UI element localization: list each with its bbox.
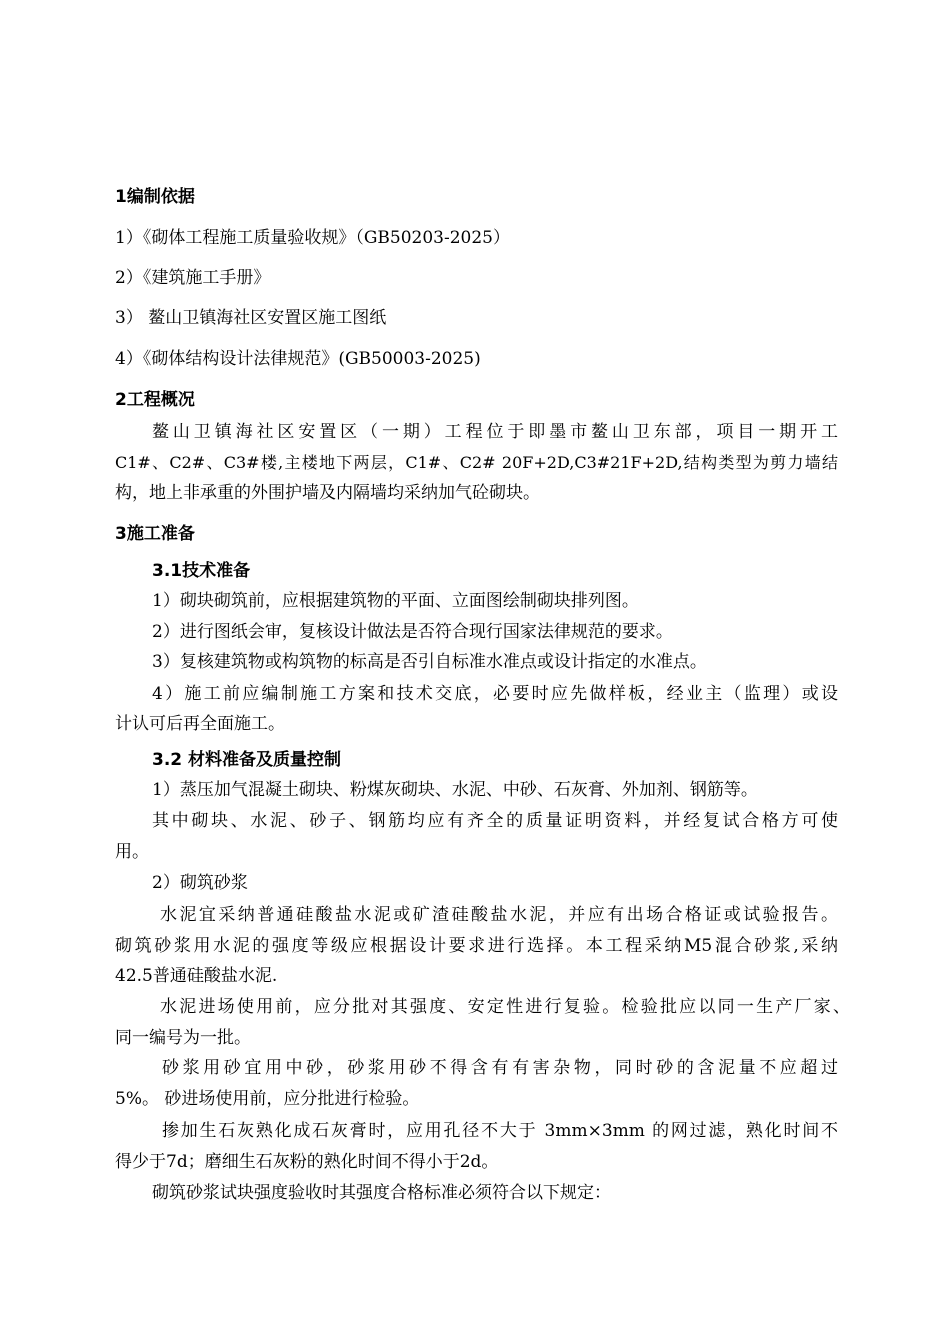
material-line-12: 掺加生石灰熟化成石灰膏时，应用孔径不大于 3mm×3mm 的网过滤，熟化时间不 — [162, 1121, 838, 1141]
tech-prep-line-4: 4）施工前应编制施工方案和技术交底，必要时应先做样板，经业主（监理）或设 — [152, 684, 838, 704]
tech-prep-line-1: 1）砌块砌筑前，应根据建筑物的平面、立面图绘制砌块排列图。 — [152, 591, 639, 611]
material-line-1: 1）蒸压加气混凝土砌块、粉煤灰砌块、水泥、中砂、石灰膏、外加剂、钢筋等。 — [152, 780, 758, 800]
subsection-heading-3-2: 3.2 材料准备及质量控制 — [152, 750, 342, 770]
section-heading-2: 2工程概况 — [115, 390, 195, 410]
subsection-heading-3-1: 3.1技术准备 — [152, 561, 251, 581]
material-line-11: 5%。 砂进场使用前，应分批进行检验。 — [115, 1089, 420, 1109]
overview-para-line-3: 构，地上非承重的外围护墙及内隔墙均采纳加气砼砌块。 — [115, 483, 540, 503]
reference-item-4: 4）《砌体结构设计法律规范》(GB50003-2025) — [115, 349, 481, 369]
reference-item-3: 3） 鳌山卫镇海社区安置区施工图纸 — [115, 308, 387, 328]
reference-item-1: 1）《砌体工程施工质量验收规》（GB50203-2025） — [115, 228, 510, 248]
material-line-14: 砌筑砂浆试块强度验收时其强度合格标准必须符合以下规定： — [152, 1183, 611, 1203]
reference-item-2: 2）《建筑施工手册》 — [115, 268, 271, 288]
overview-para-line-2: C1#、C2#、C3#楼,主楼地下两层，C1#、C2# 20F+2D,C3#21F+2D,结构类型为剪力墙结 — [115, 453, 838, 472]
tech-prep-line-2: 2）进行图纸会审，复核设计做法是否符合现行国家法律规范的要求。 — [152, 622, 673, 642]
material-line-6: 砌筑砂浆用水泥的强度等级应根据设计要求进行选择。本工程采纳M5混合砂浆,采纳 — [115, 936, 838, 956]
section-heading-3: 3施工准备 — [115, 524, 195, 544]
material-line-2: 其中砌块、水泥、砂子、钢筋均应有齐全的质量证明资料，并经复试合格方可使 — [152, 811, 838, 831]
tech-prep-line-3: 3）复核建筑物或构筑物的标高是否引自标准水准点或设计指定的水准点。 — [152, 652, 707, 672]
material-line-5: 水泥宜采纳普通硅酸盐水泥或矿渣硅酸盐水泥，并应有出场合格证或试验报告。 — [160, 905, 838, 925]
material-line-4: 2）砌筑砂浆 — [152, 873, 248, 893]
material-line-9: 同一编号为一批。 — [115, 1028, 251, 1048]
material-line-13: 得少于7d；磨细生石灰粉的熟化时间不得小于2d。 — [115, 1152, 499, 1172]
material-line-10: 砂浆用砂宜用中砂，砂浆用砂不得含有有害杂物，同时砂的含泥量不应超过 — [162, 1058, 838, 1078]
overview-para-line-1: 鳌山卫镇海社区安置区（一期）工程位于即墨市鳌山卫东部，项目一期开工 — [152, 422, 838, 442]
section-heading-1: 1编制依据 — [115, 187, 195, 207]
material-line-3: 用。 — [115, 842, 149, 862]
material-line-7: 42.5普通硅酸盐水泥. — [115, 966, 278, 986]
tech-prep-line-5: 计认可后再全面施工。 — [115, 714, 285, 734]
material-line-8: 水泥进场使用前，应分批对其强度、安定性进行复验。检验批应以同一生产厂家、 — [160, 997, 850, 1017]
